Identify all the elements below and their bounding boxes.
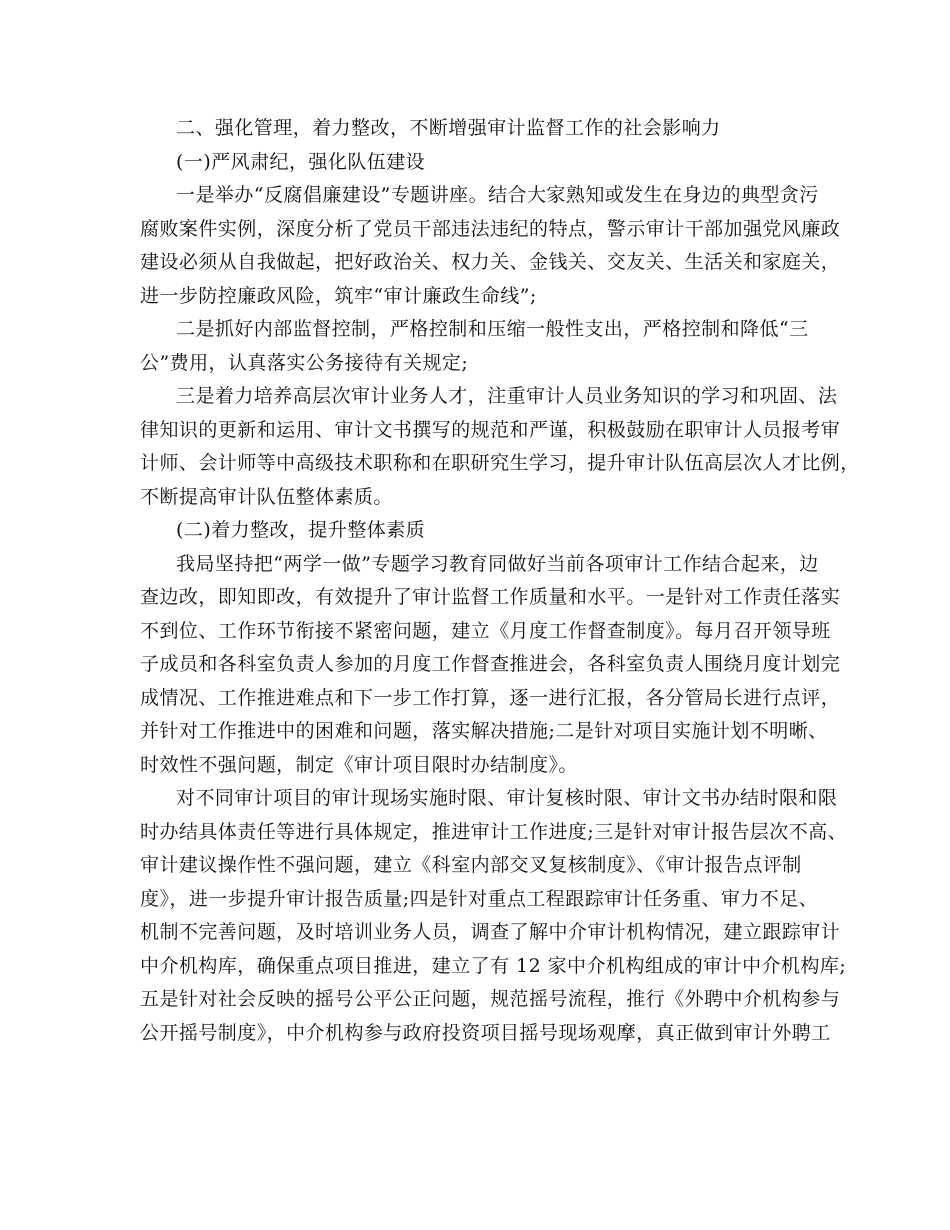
section-heading: 二、强化管理，着力整改，不断增强审计监督工作的社会影响力 bbox=[176, 117, 721, 139]
text-line: 腐败案件实例，深度分析了党员干部违法违纪的特点，警示审计干部加强党风廉政 bbox=[140, 217, 841, 240]
text-line: 一是举办“反腐倡廉建设”专题讲座。结合大家熟知或发生在身边的典型贪污 bbox=[176, 184, 819, 206]
text-line: 对不同审计项目的审计现场实施时限、审计复核时限、审计文书办结时限和限 bbox=[176, 787, 838, 809]
text-line: 律知识的更新和运用、审计文书撰写的规范和严谨，积极鼓励在职审计人员报考审 bbox=[140, 418, 841, 441]
text-line: 子成员和各科室负责人参加的月度工作督查推进会，各科室负责人围绕月度计划完 bbox=[140, 653, 841, 675]
text-line: 时效性不强问题，制定《审计项目限时办结制度》。 bbox=[140, 753, 578, 776]
subsection-heading: (一)严风肃纪，强化队伍建设 bbox=[176, 150, 426, 173]
text-line: 中介机构库，确保重点项目推进，建立了有 12 家中介机构组成的审计中介机构库; bbox=[140, 954, 847, 977]
text-line: 查边改，即知即改，有效提升了审计监督工作质量和水平。一是针对工作责任落实 bbox=[140, 586, 841, 608]
text-line: 不到位、工作环节衔接不紧密问题，建立《月度工作督查制度》。每月召开领导班 bbox=[140, 619, 831, 642]
text-line: 三是着力培养高层次审计业务人才，注重审计人员业务知识的学习和巩固、法 bbox=[176, 385, 838, 407]
text-line: 建设必须从自我做起，把好政治关、权力关、金钱关、交友关、生活关和家庭关， bbox=[140, 251, 841, 273]
text-line: 不断提高审计队伍整体素质。 bbox=[140, 485, 393, 508]
subsection-heading: (二)着力整改，提升整体素质 bbox=[176, 519, 426, 541]
text-line: 计师、会计师等中高级技术职称和在职研究生学习，提升审计队伍高层次人才比例， bbox=[140, 452, 860, 474]
text-line: 二是抓好内部监督控制，严格控制和压缩一般性支出，严格控制和降低“三 bbox=[176, 318, 809, 340]
text-line: 审计建议操作性不强问题，建立《科室内部交叉复核制度》、《审计报告点评制 bbox=[140, 854, 802, 876]
text-line: 度》，进一步提升审计报告质量;四是针对重点工程跟踪审计任务重、审力不足、 bbox=[140, 887, 819, 910]
document-body bbox=[140, 116, 860, 1054]
text-line: 并针对工作推进中的困难和问题，落实解决措施;二是针对项目实施计划不明晰、 bbox=[140, 720, 828, 742]
text-line: 机制不完善问题，及时培训业务人员，调查了解中介审计机构情况，建立跟踪审计 bbox=[140, 921, 841, 943]
text-line: 时办结具体责任等进行具体规定，推进审计工作进度;三是针对审计报告层次不高、 bbox=[140, 820, 848, 843]
text-line: 进一步防控廉政风险，筑牢“审计廉政生命线”; bbox=[140, 284, 537, 307]
text-line: 公开摇号制度》，中介机构参与政府投资项目摇号现场观摩，真正做到审计外聘工 bbox=[140, 1021, 831, 1044]
text-line: 成情况、工作推进难点和下一步工作打算，逐一进行汇报，各分管局长进行点评， bbox=[140, 686, 841, 709]
text-line: 公”费用，认真落实公务接待有关规定; bbox=[140, 351, 469, 374]
text-line: 五是针对社会反映的摇号公平公正问题，规范摇号流程，推行《外聘中介机构参与 bbox=[140, 988, 841, 1010]
text-line: 我局坚持把“两学一做”专题学习教育同做好当前各项审计工作结合起来，边 bbox=[176, 552, 819, 575]
